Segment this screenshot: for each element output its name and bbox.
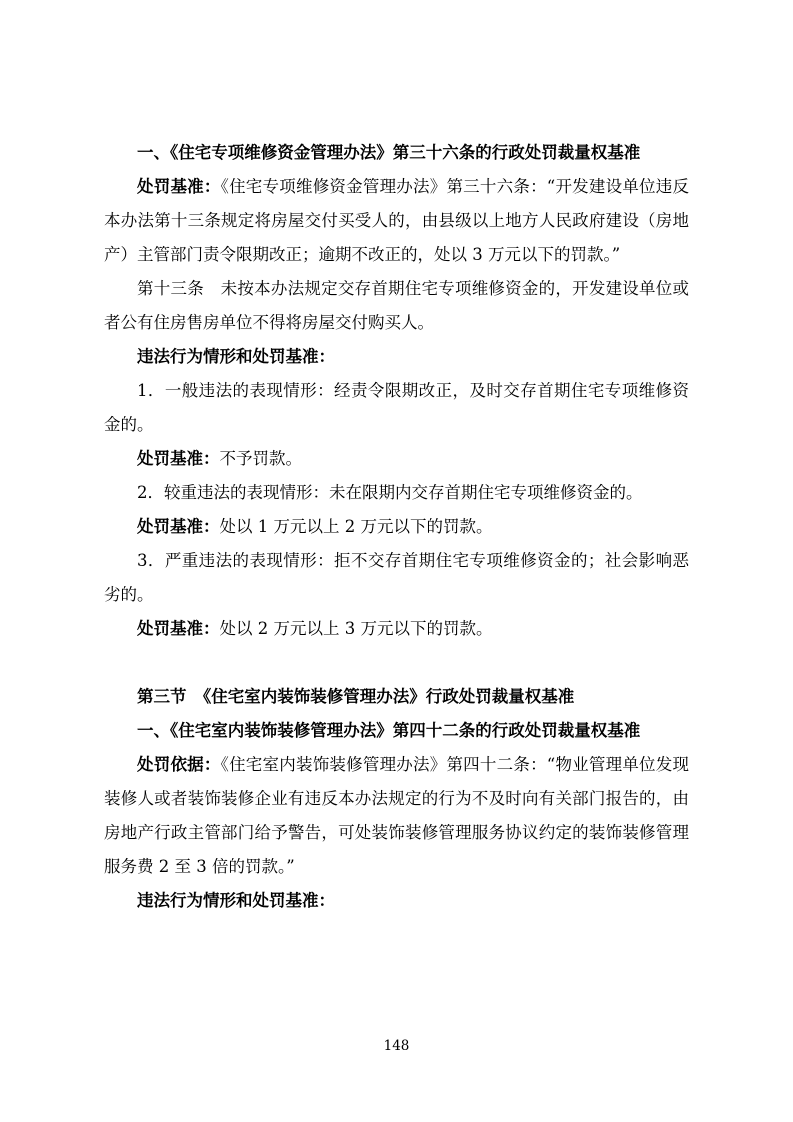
paragraph-level-2-serious: 2．较重违法的表现情形：未在限期内交存首期住宅专项维修资金的。 — [137, 483, 643, 502]
paragraph-punishment-basis-4 — [104, 612, 689, 646]
document-body — [104, 136, 689, 918]
paragraph-level-3-severe: 3．严重违法的表现情形：拒不交存首期住宅专项维修资金的；社会影响恶劣的。 — [104, 551, 689, 604]
section-title-1: 一、《住宅专项维修资金管理办法》第三十六条的行政处罚裁量权基准 — [137, 143, 641, 162]
label-punishment-basis: 处罚基准： — [137, 619, 220, 638]
paragraph-text: 处以 2 万元以上 3 万元以下的罚款。 — [219, 619, 493, 638]
paragraph-spacer — [104, 646, 689, 680]
paragraph-level-1-general: 1．一般违法的表现情形：经责令限期改正，及时交存首期住宅专项维修资金的。 — [104, 381, 689, 434]
paragraph-text: 《住宅专项维修资金管理办法》第三十六条：“开发建设单位违反本办法第十三条规定将房屋交付买受人的，由县级以上地方人民政府建设（房地产）主管部门责令限期改正；逾期不改正的，处以 3 万元以下的罚款。” — [104, 177, 689, 264]
paragraph-punishment-basis-3 — [104, 510, 689, 544]
paragraph-text: 《住宅室内装饰装修管理办法》第四十二条：“物业管理单位发现装修人或者装饰装修企业有违反本办法规定的行为不及时向有关部门报告的，由房地产行政主管部门给予警告，可处装饰装修管理服务协议约定的装饰装修管理服务费 2 至 3 倍的罚款。” — [104, 755, 689, 876]
label-punishment-basis: 处罚基准： — [137, 177, 221, 196]
section-title-chapter-3: 第三节 《住宅室内装饰装修管理办法》行政处罚裁量权基准 — [137, 687, 575, 706]
label-punishment-ground: 处罚依据： — [137, 755, 221, 774]
section-title-2: 一、《住宅室内装饰装修管理办法》第四十二条的行政处罚裁量权基准 — [137, 721, 641, 740]
paragraph-text: 处以 1 万元以上 2 万元以下的罚款。 — [219, 517, 493, 536]
paragraph-punishment-basis-1 — [104, 170, 689, 272]
paragraph-article-13: 第十三条 未按本办法规定交存首期住宅专项维修资金的，开发建设单位或者公有住房售房单位不得将房屋交付购买人。 — [104, 279, 689, 332]
subheading-violation-and-penalty-1: 违法行为情形和处罚基准： — [137, 347, 335, 366]
label-punishment-basis: 处罚基准： — [137, 517, 220, 536]
paragraph-punishment-ground-1 — [104, 748, 689, 884]
subheading-violation-and-penalty-2: 违法行为情形和处罚基准： — [137, 891, 335, 910]
paragraph-punishment-basis-2 — [104, 442, 689, 476]
page-number: 148 — [383, 1038, 410, 1054]
label-punishment-basis: 处罚基准： — [137, 449, 220, 468]
paragraph-text: 不予罚款。 — [219, 449, 302, 468]
